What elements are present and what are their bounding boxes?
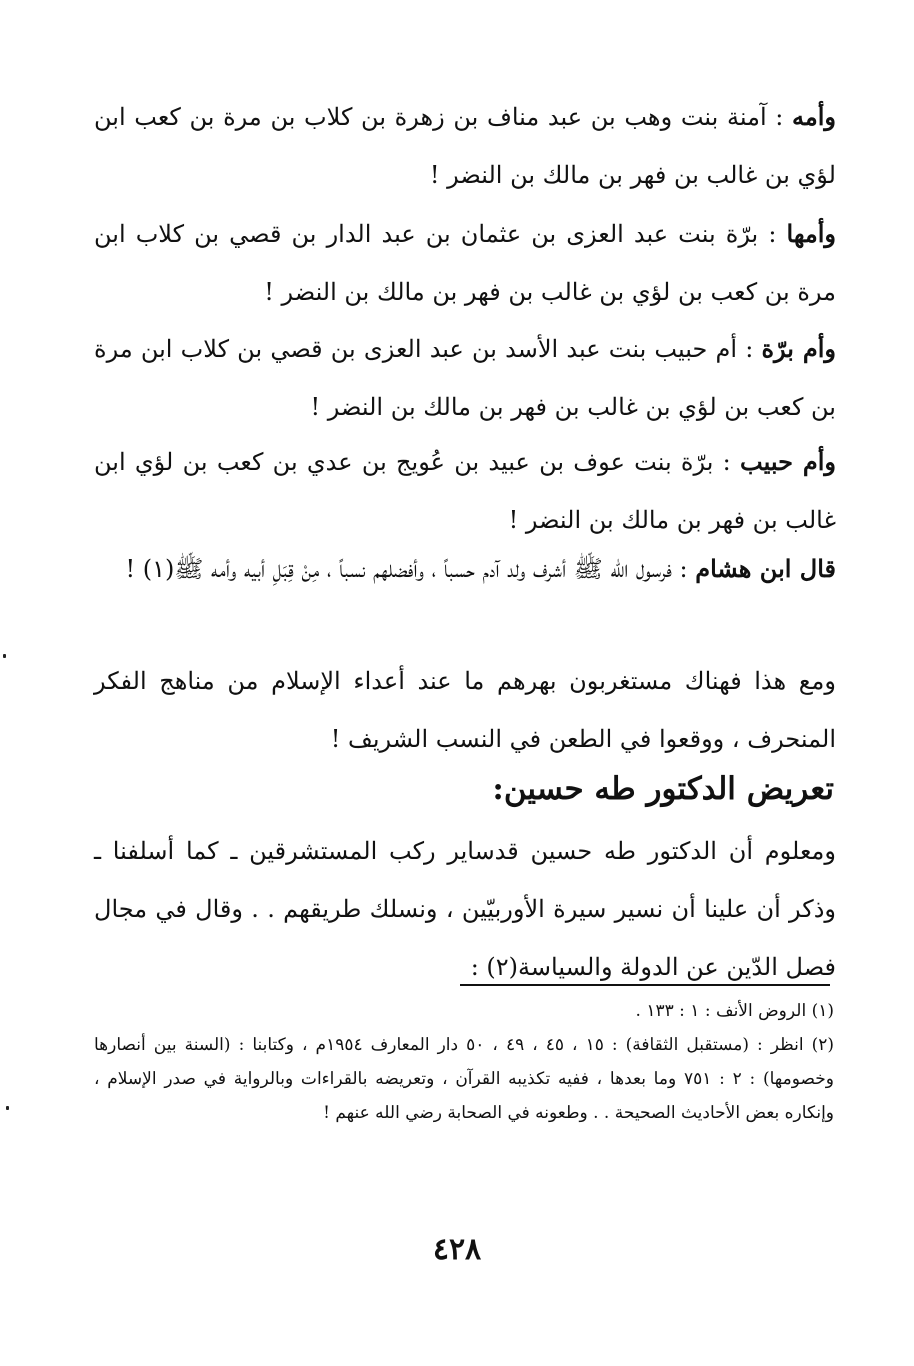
- paragraph-lead: قال ابن هشام: [695, 554, 836, 583]
- paragraph-barra: [94, 205, 836, 321]
- paragraph-lead: وأمه: [792, 102, 836, 131]
- paragraph-text: : برّة بنت عوف بن عبيد بن عُويج بن عدي بن كعب بن لؤي ابن غالب بن فهر بن مالك بن النضر !: [94, 448, 836, 534]
- paragraph-amina: [94, 88, 836, 204]
- footnote-separator: [460, 984, 830, 986]
- paragraph-lead: وأم برّة: [761, 334, 837, 363]
- paragraph-barra-bint-awf: [94, 433, 836, 549]
- paragraph-text: : فرسول الله ﷺ أشرف ولد آدم حسباً ، وأفضلهم نسباً ، مِنْ قِبَلِ أبيه وأمه ﷺ(١) !: [125, 555, 696, 583]
- footnote-1: (١) الروض الأنف : ١ : ١٣٣ .: [635, 1001, 834, 1021]
- paragraph-lead: وأم حبيب: [740, 447, 837, 476]
- page-number: ٤٢٨: [432, 1232, 482, 1267]
- scan-speck: [3, 654, 6, 658]
- paragraph-taha-hussein: ومعلوم أن الدكتور طه حسين قدساير ركب المستشرقين ـ كما أسلفنا ـ وذكر أن علينا أن نسير سيرة الأوربيّين ، ونسلك طريقهم . . وقال في مجال فصل الدّين عن الدولة والسياسة(٢) :: [94, 837, 836, 981]
- paragraph-mustaghribun: [94, 652, 836, 768]
- scan-speck: [6, 1106, 9, 1110]
- paragraph-lead: وأمها: [786, 219, 836, 248]
- section-heading: تعريض الدكتور طه حسين:: [492, 771, 834, 807]
- paragraph-text: ومع هذا فهناك مستغربون بهرهم ما عند أعداء الإسلام من مناهج الفكر المنحرف ، ووقعوا في الطعن في النسب الشريف !: [94, 667, 836, 753]
- paragraph-text: : برّة بنت عبد العزى بن عثمان بن عبد الدار بن قصي بن كلاب ابن مرة بن كعب بن لؤي بن غالب بن فهر بن مالك بن النضر !: [94, 220, 836, 306]
- paragraph-text: : آمنة بنت وهب بن عبد مناف بن زهرة بن كلاب بن مرة بن كعب ابن لؤي بن غالب بن فهر بن مالك بن النضر !: [94, 103, 836, 189]
- paragraph-text: : أم حبيب بنت عبد الأسد بن عبد العزى بن قصي بن كلاب ابن مرة بن كعب بن لؤي بن غالب بن فهر بن مالك بن النضر !: [94, 335, 836, 421]
- paragraph-umm-habib: [94, 320, 836, 436]
- footnote-2: (٢) انظر : (مستقبل الثقافة) : ١٥ ، ٤٥ ، ٤٩ ، ٥٠ دار المعارف ١٩٥٤م ، وكتابنا : (السنة بين أنصارها وخصومها) : ٢ : ٧٥١ وما بعدها ، ففيه تكذيبه القرآن ، وتعريضه بالقراءات وبالرواية في صدر الإسلام ، وإنكاره بعض الأحاديث الصحيحة . . وطعونه في الصحابة رضي الله عنهم !: [94, 1035, 834, 1123]
- footnotes: [94, 994, 834, 1130]
- paragraph-ibn-hisham: [94, 540, 836, 598]
